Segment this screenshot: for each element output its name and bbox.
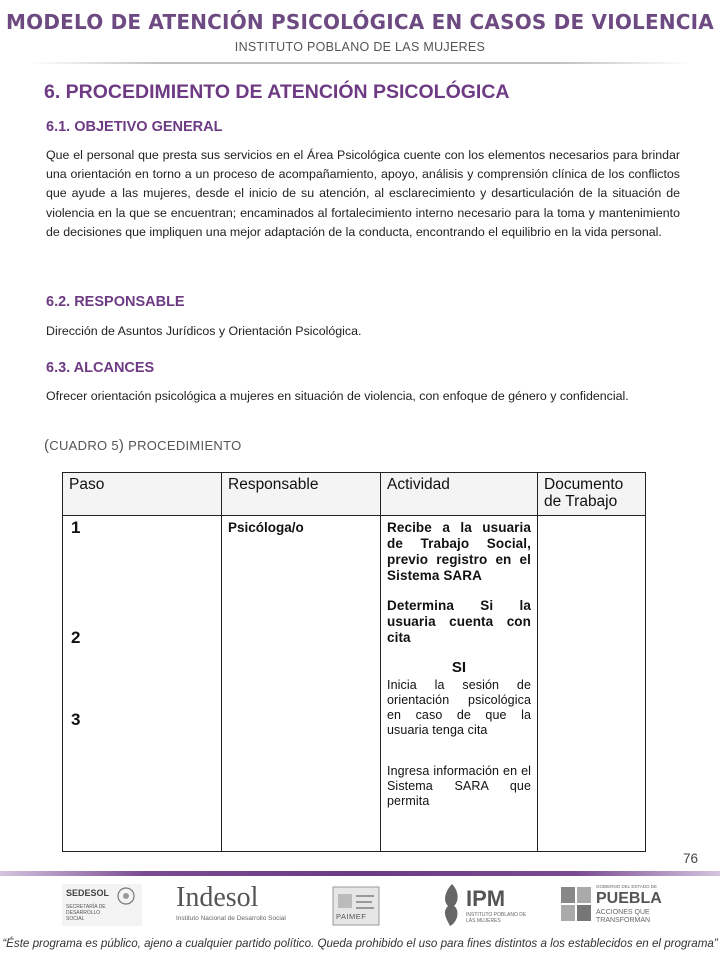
actividad-step-2: Determina Si la usuaria cuenta con cita xyxy=(387,598,531,645)
objetivo-paragraph: Que el personal que presta sus servicios en el Área Psicológica cuente con los elementos necesarios para brindar una orientación en torno a un proceso de acompañamiento, apoyo, análisis y comprensión clínica de los conflictos que ayude a las mujeres, desde el inicio de su atención, al esclarecimiento y desarticulación de la situación de violencia en la que se encuentran; encaminados al fortalecimiento interno necesario para la toma y mantenimiento de decisiones que impliquen una mejor adaptación de la conducta, encontrando el equilibrio en la vida personal. xyxy=(46,148,680,239)
puebla-logo xyxy=(560,882,664,928)
document-header-title: MODELO DE ATENCIÓN PSICOLÓGICA EN CASOS DE VIOLENCIA xyxy=(6,10,714,34)
indesol-logo xyxy=(176,882,306,928)
header-documento: Documento de Trabajo xyxy=(538,473,646,516)
sedesol-name: SEDESOL xyxy=(66,888,110,898)
footer-logos xyxy=(0,882,720,932)
actividad-step-1: Recibe a la usuaria de Trabajo Social, previo registro en el Sistema SARA xyxy=(387,520,531,583)
header-paso: Paso xyxy=(63,473,222,516)
actividad-cell xyxy=(381,516,538,852)
sedesol-logo xyxy=(62,882,142,928)
sedesol-subtitle: SECRETARÍA DE DESARROLLO SOCIAL xyxy=(66,904,106,922)
paso-number: 3 xyxy=(71,710,81,729)
header-responsable: Responsable xyxy=(222,473,381,516)
responsable-cell xyxy=(222,516,381,852)
footer-band xyxy=(0,871,720,876)
header-actividad: Actividad xyxy=(381,473,538,516)
responsable-paragraph: Dirección de Asuntos Jurídicos y Orientación Psicológica. xyxy=(46,324,362,338)
paso-number: 1 xyxy=(71,518,81,537)
caption-paren-open: ( xyxy=(44,437,50,454)
indesol-subtitle: Instituto Nacional de Desarrollo Social xyxy=(176,915,286,922)
responsable-heading: 6.2. RESPONSABLE xyxy=(46,294,185,310)
ipm-name: IPM xyxy=(466,886,506,911)
actividad-step-4: Ingresa información en el Sistema SARA que permita xyxy=(387,764,531,808)
section-title: 6. PROCEDIMIENTO DE ATENCIÓN PSICOLÓGICA xyxy=(44,81,510,103)
paso-number: 2 xyxy=(71,628,81,647)
actividad-step-3: Inicia la sesión de orientación psicológica en caso de que la usuaria tenga cita xyxy=(387,678,531,737)
puebla-emblem-icon xyxy=(560,886,592,924)
alcances-paragraph: Ofrecer orientación psicológica a mujeres en situación de violencia, con enfoque de género y confidencial. xyxy=(46,389,629,403)
puebla-subtitle: ACCIONES QUE TRANSFORMAN xyxy=(596,909,651,924)
ipm-figure-icon xyxy=(438,882,466,928)
alcances-heading: 6.3. ALCANCES xyxy=(46,360,155,376)
puebla-top-text: GOBIERNO DEL ESTADO DE xyxy=(596,884,658,889)
header-divider xyxy=(30,62,690,64)
documento-cell xyxy=(538,516,646,852)
ipm-logo xyxy=(438,882,530,928)
puebla-name: PUEBLA xyxy=(596,890,662,907)
caption-paren-close: ) xyxy=(118,437,125,454)
actividad-si-label: SI xyxy=(451,659,467,676)
paimef-name: PAIMEF xyxy=(336,912,367,921)
ipm-subtitle: INSTITUTO POBLANO DE LAS MUJERES xyxy=(466,912,527,924)
indesol-name: Indesol xyxy=(176,882,259,913)
footer-disclaimer: “Éste programa es público, ajeno a cualquier partido político. Queda prohibido el uso para fines distintos a los establecidos en el programa” xyxy=(2,937,718,950)
table-header-row xyxy=(63,473,646,516)
procedure-table xyxy=(62,472,646,852)
page-number: 76 xyxy=(682,851,698,866)
table-caption xyxy=(44,437,242,454)
paimef-logo xyxy=(332,882,380,928)
paso-cell xyxy=(63,516,222,852)
responsable-value: Psicóloga/o xyxy=(228,520,304,535)
objetivo-heading: 6.1. OBJETIVO GENERAL xyxy=(46,119,223,135)
table-row xyxy=(63,516,646,852)
caption-label: PROCEDIMIENTO xyxy=(128,438,242,453)
document-header-subtitle: INSTITUTO POBLANO DE LAS MUJERES xyxy=(234,40,486,54)
caption-number: CUADRO 5 xyxy=(49,438,119,453)
